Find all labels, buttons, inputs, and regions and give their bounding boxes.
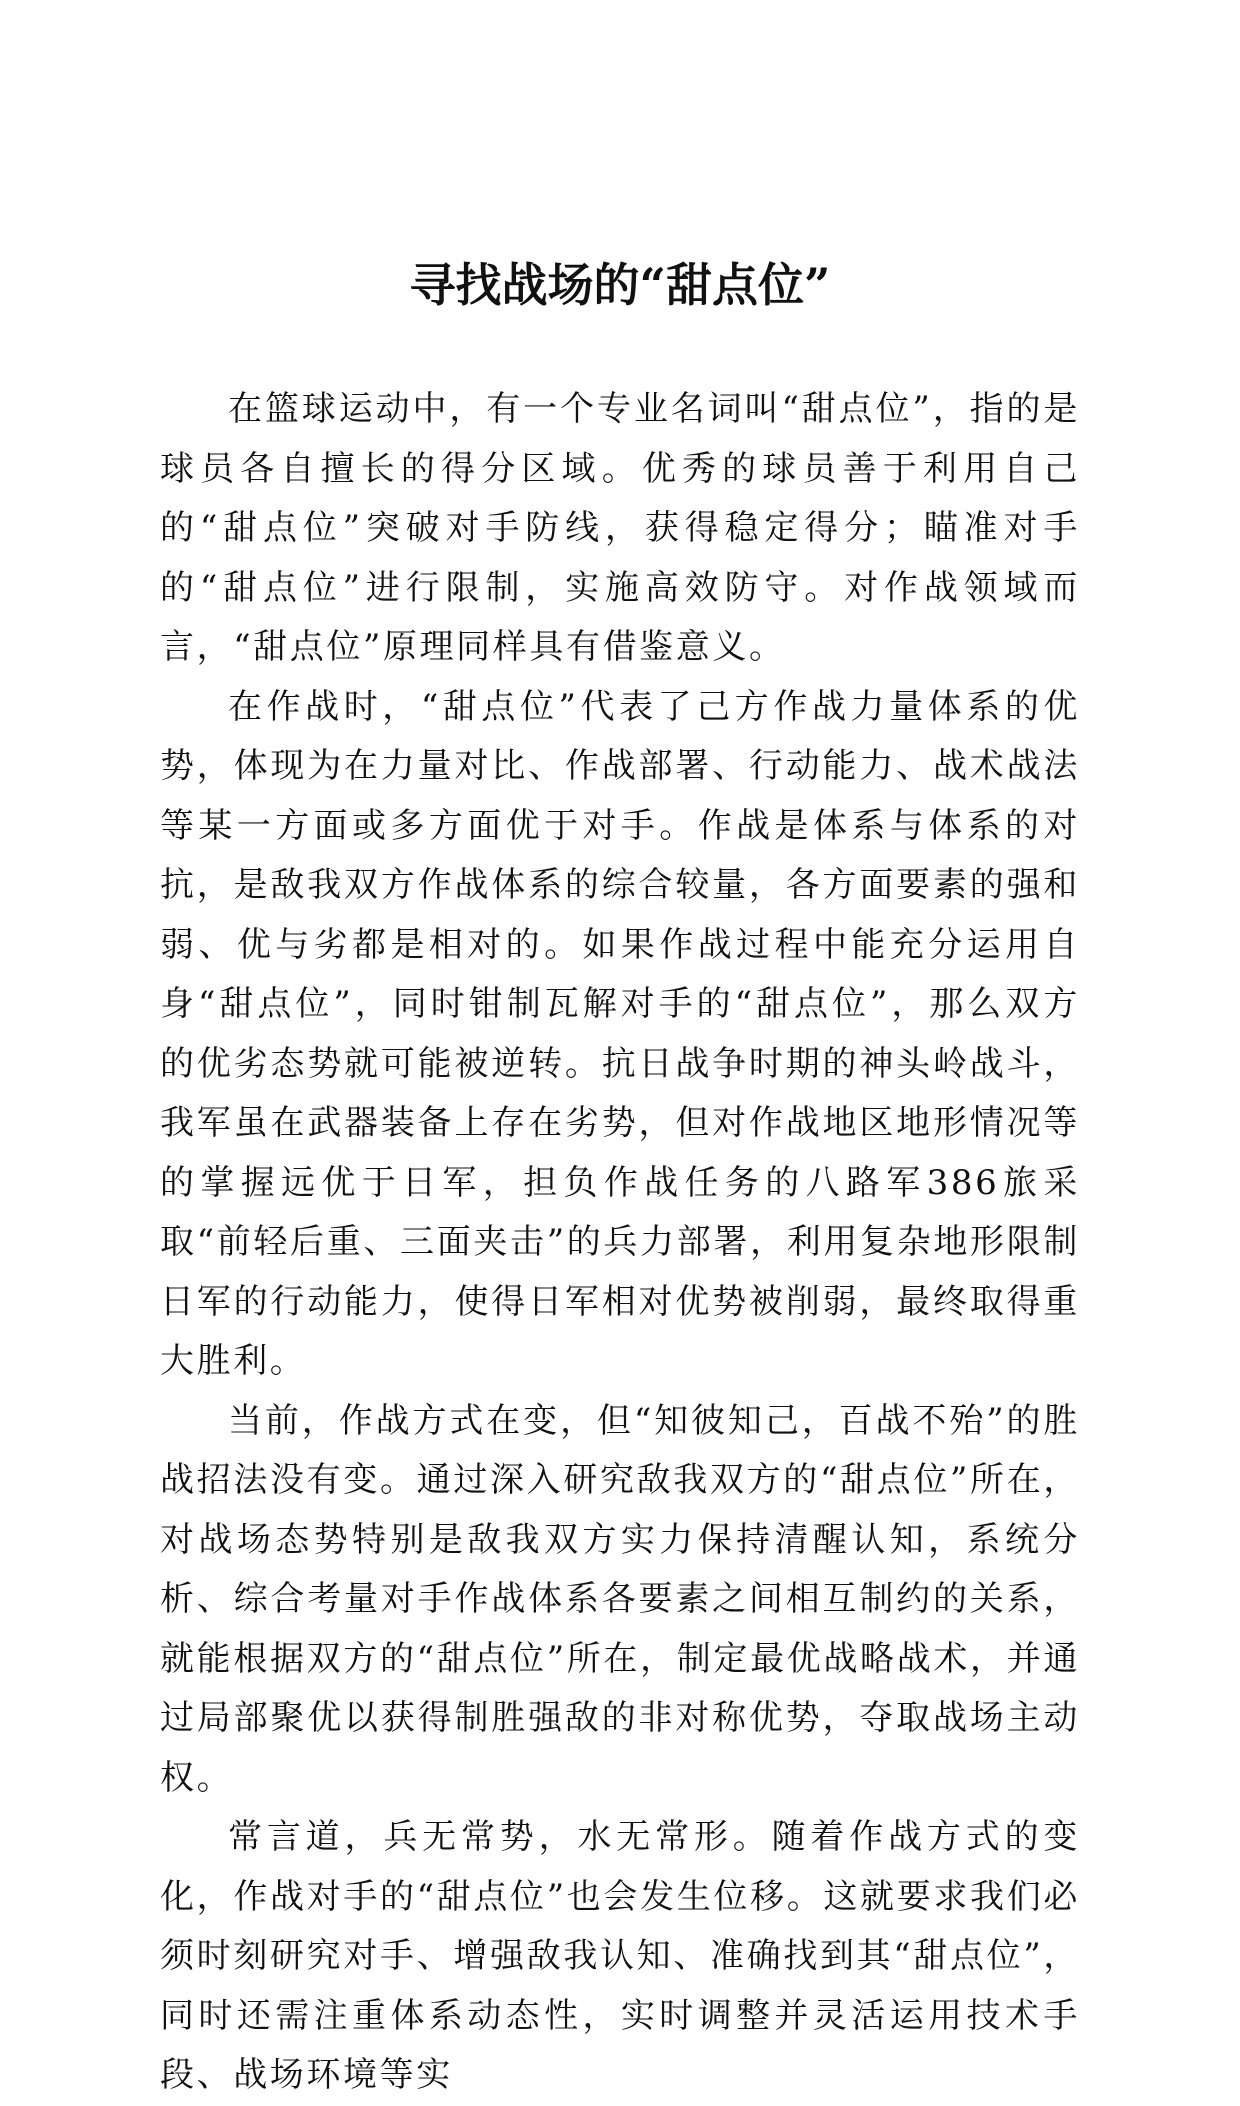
page-title: 寻找战场的“甜点位”: [409, 258, 831, 312]
paragraph-3: 当前，作战方式在变，但“知彼知己，百战不殆”的胜战招法没有变。通过深入研究敌我双方的“甜点位”所在，对战场态势特别是敌我双方实力保持清醒认知，系统分析、综合考量对手作战体系各要素之间相互制约的关系，就能根据双方的“甜点位”所在，制定最优战略战术，并通过局部聚优以获得制胜强敌的非对称优势，夺取战场主动权。: [160, 1400, 1080, 1798]
paragraph-1: 在篮球运动中，有一个专业名词叫“甜点位”，指的是球员各自擅长的得分区域。优秀的球员善于利用自己的“甜点位”突破对手防线，获得稳定得分；瞄准对手的“甜点位”进行限制，实施高效防守。对作战领域而言，“甜点位”原理同样具有借鉴意义。: [160, 389, 1080, 667]
paragraph-4: 常言道，兵无常势，水无常形。随着作战方式的变化，作战对手的“甜点位”也会发生位移。这就要求我们必须时刻研究对手、增强敌我认知、准确找到其“甜点位”，同时还需注重体系动态性，实时调整并灵活运用技术手段、战场环境等实: [160, 1817, 1080, 2095]
article-body: [160, 380, 1080, 2106]
paragraph-2: 在作战时，“甜点位”代表了己方作战力量体系的优势，体现为在力量对比、作战部署、行动能力、战术战法等某一方面或多方面优于对手。作战是体系与体系的对抗，是敌我双方作战体系的综合较量，各方面要素的强和弱、优与劣都是相对的。如果作战过程中能充分运用自身“甜点位”，同时钳制瓦解对手的“甜点位”，那么双方的优劣态势就可能被逆转。抗日战争时期的神头岭战斗，我军虽在武器装备上存在劣势，但对作战地区地形情况等的掌握远优于日军，担负作战任务的八路军386旅采取“前轻后重、三面夹击”的兵力部署，利用复杂地形限制日军的行动能力，使得日军相对优势被削弱，最终取得重大胜利。: [160, 686, 1080, 1381]
